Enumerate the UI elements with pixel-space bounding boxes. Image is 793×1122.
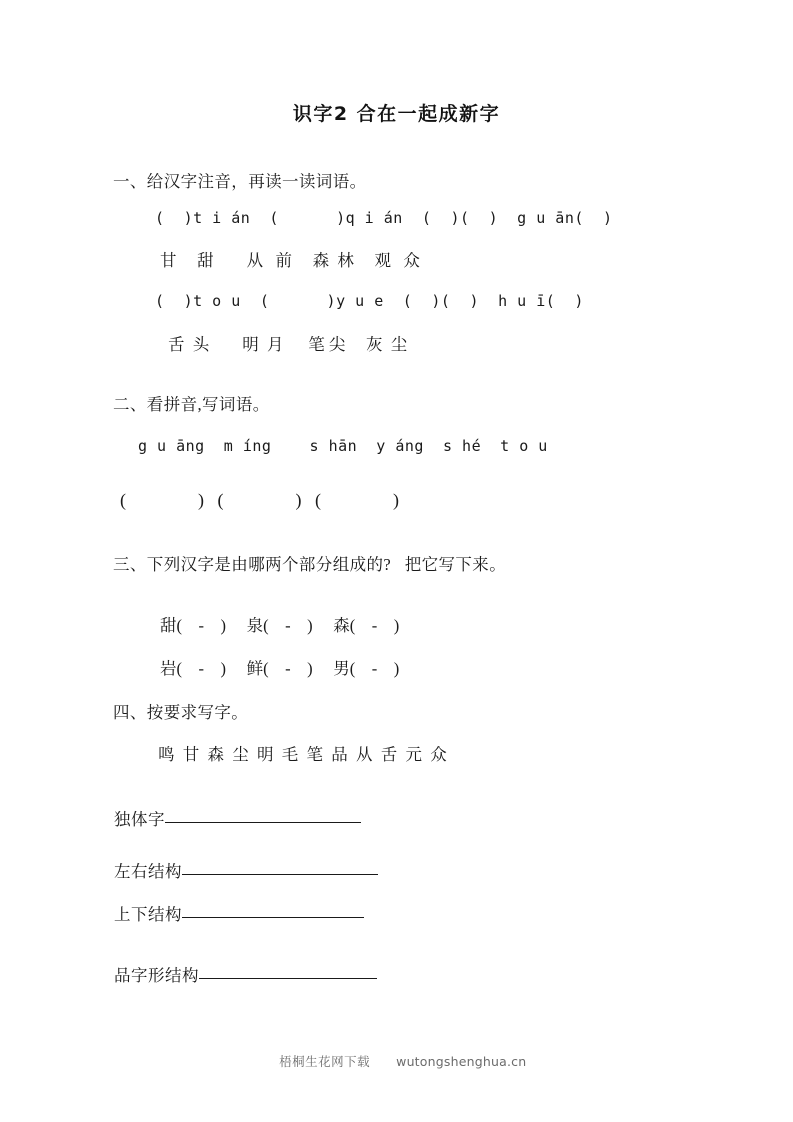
blank-label-shangxia: 上下结构: [114, 905, 182, 924]
section-1-pinyin-row-2: ( )t o u ( )y u e ( )( ) h u ī( ): [155, 292, 584, 310]
blank-line-shangxia[interactable]: [182, 916, 364, 918]
blank-row-duti[interactable]: [114, 806, 361, 830]
section-1-heading: 一、给汉字注音，再读一读词语。: [113, 172, 367, 191]
section-2-heading: 二、看拼音,写词语。: [113, 395, 270, 414]
blank-row-zuoyou[interactable]: [114, 858, 378, 882]
watermark-site-name: 梧桐生花网下载: [279, 1055, 371, 1069]
section-1-hanzi-row-1: 甘 甜 从 前 森 林 观 众: [160, 251, 420, 270]
section-1-hanzi-row-2: 舌 头 明 月 笔 尖 灰 尘: [168, 335, 408, 354]
footer-watermark: [0, 1037, 793, 1085]
section-2-pinyin-line: g u āng m íng s hān y áng s hé t o u: [138, 437, 548, 455]
section-2-answer-parentheses[interactable]: ( ) ( ) ( ): [120, 490, 399, 510]
blank-label-duti: 独体字: [114, 810, 165, 829]
blank-line-pinzixing[interactable]: [199, 977, 377, 979]
section-3-heading: 三、下列汉字是由哪两个部分组成的? 把它写下来。: [113, 555, 507, 574]
blank-row-pinzixing[interactable]: [114, 962, 377, 986]
section-3-decomposition-row-1[interactable]: 甜( - ) 泉( - ) 森( - ): [160, 616, 400, 635]
page-title: 识字2 合在一起成新字: [292, 103, 501, 125]
blank-row-shangxia[interactable]: [114, 901, 364, 925]
watermark-url: wutongshenghua.cn: [396, 1054, 527, 1069]
blank-line-zuoyou[interactable]: [182, 873, 378, 875]
section-1-pinyin-row-1: ( )t i án ( )q i án ( )( ) g u ān( ): [155, 209, 613, 227]
blank-line-duti[interactable]: [165, 821, 361, 823]
blank-label-pinzixing: 品字形结构: [114, 966, 199, 985]
section-4-character-list: 鸣 甘 森 尘 明 毛 笔 品 从 舌 元 众: [158, 745, 447, 764]
section-3-decomposition-row-2[interactable]: 岩( - ) 鲜( - ) 男( - ): [160, 659, 400, 678]
blank-label-zuoyou: 左右结构: [114, 862, 182, 881]
section-4-heading: 四、按要求写字。: [113, 703, 249, 722]
